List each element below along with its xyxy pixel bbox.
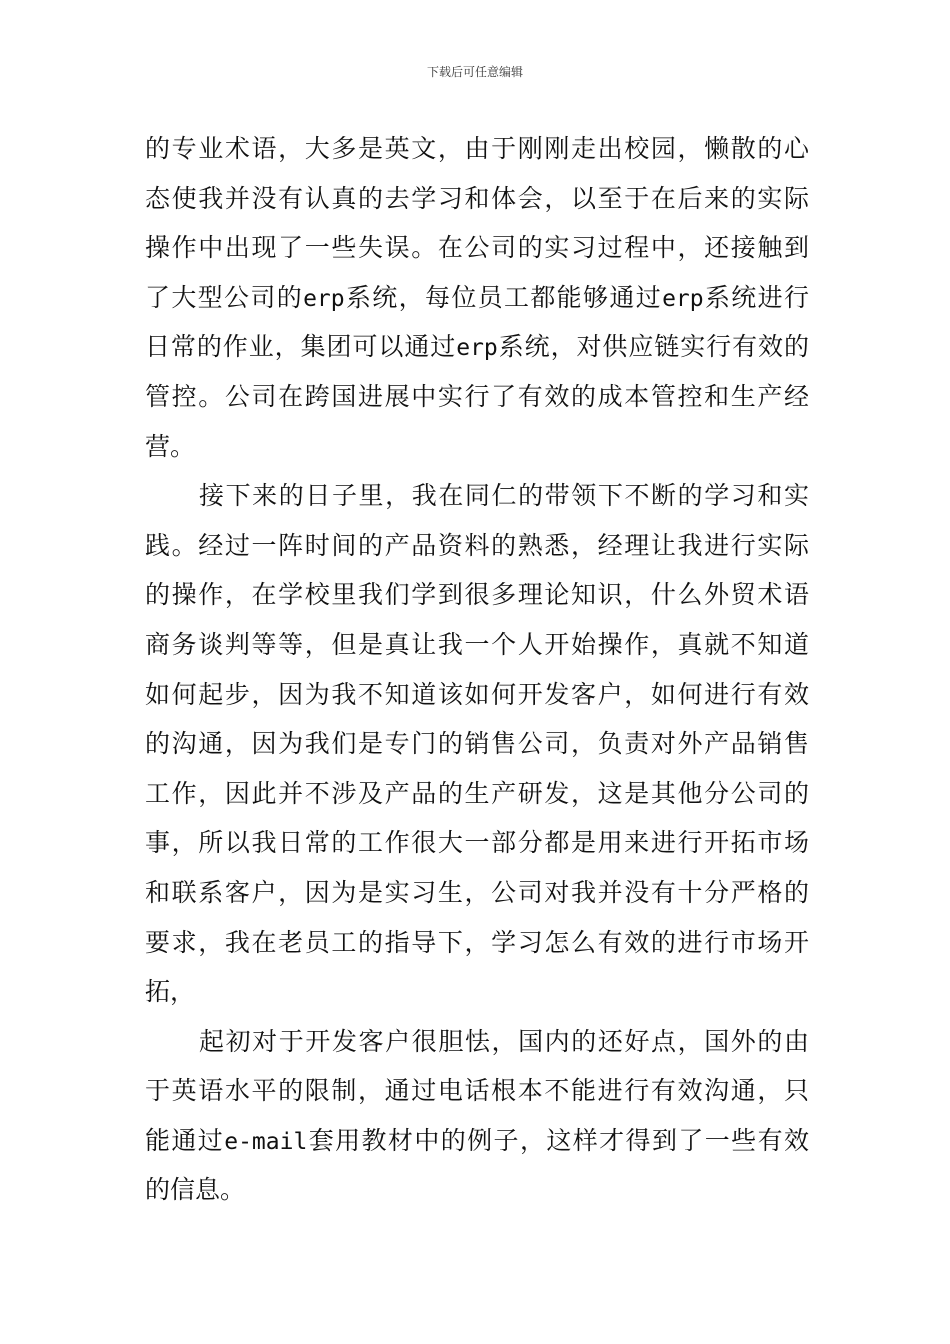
latin-term: erp bbox=[303, 285, 345, 312]
page-header: 下载后可任意编辑 bbox=[426, 65, 523, 79]
text-line: 拓， bbox=[145, 977, 196, 1007]
document-body bbox=[145, 124, 809, 1215]
text-line: 日常的作业，集团可以通过erp系统，对供应链实行有效的 bbox=[145, 332, 809, 362]
text-line: 要求，我在老员工的指导下，学习怎么有效的进行市场开 bbox=[145, 927, 809, 957]
paragraph-3 bbox=[145, 1017, 809, 1215]
text-line: 起初对于开发客户很胆怯，国内的还好点，国外的由 bbox=[199, 1026, 809, 1056]
text-line: 操作中出现了一些失误。在公司的实习过程中，还接触到 bbox=[145, 233, 809, 263]
text-line: 的操作，在学校里我们学到很多理论知识，什么外贸术语 bbox=[145, 580, 809, 610]
text-line: 践。经过一阵时间的产品资料的熟悉，经理让我进行实际 bbox=[145, 530, 809, 560]
text-line: 态使我并没有认真的去学习和体会，以至于在后来的实际 bbox=[145, 183, 809, 213]
text-line: 营。 bbox=[145, 431, 196, 461]
latin-term: e-mail bbox=[224, 1128, 308, 1155]
text-line: 的沟通，因为我们是专门的销售公司，负责对外产品销售 bbox=[145, 729, 809, 759]
text-line: 商务谈判等等，但是真让我一个人开始操作，真就不知道 bbox=[145, 629, 809, 659]
paragraph-1 bbox=[145, 124, 809, 471]
text-line: 的专业术语，大多是英文，由于刚刚走出校园，懒散的心 bbox=[145, 134, 809, 163]
text-line: 事，所以我日常的工作很大一部分都是用来进行开拓市场 bbox=[145, 828, 809, 858]
text-line: 如何起步，因为我不知道该如何开发客户，如何进行有效 bbox=[145, 679, 809, 709]
paragraph-2 bbox=[145, 471, 809, 1017]
latin-term: erp bbox=[662, 285, 704, 312]
text-line: 管控。公司在跨国进展中实行了有效的成本管控和生产经 bbox=[145, 381, 809, 411]
text-line: 能通过e-mail套用教材中的例子，这样才得到了一些有效 bbox=[145, 1125, 809, 1155]
text-line: 于英语水平的限制，通过电话根本不能进行有效沟通，只 bbox=[145, 1076, 809, 1106]
text-line: 和联系客户，因为是实习生，公司对我并没有十分严格的 bbox=[145, 877, 809, 907]
text-line: 的信息。 bbox=[145, 1175, 246, 1205]
text-line: 工作，因此并不涉及产品的生产研发，这是其他分公司的 bbox=[145, 778, 809, 808]
latin-term: erp bbox=[456, 335, 498, 362]
text-line: 接下来的日子里，我在同仁的带领下不断的学习和实 bbox=[199, 481, 809, 511]
text-line: 了大型公司的erp系统，每位员工都能够通过erp系统进行 bbox=[145, 282, 809, 312]
